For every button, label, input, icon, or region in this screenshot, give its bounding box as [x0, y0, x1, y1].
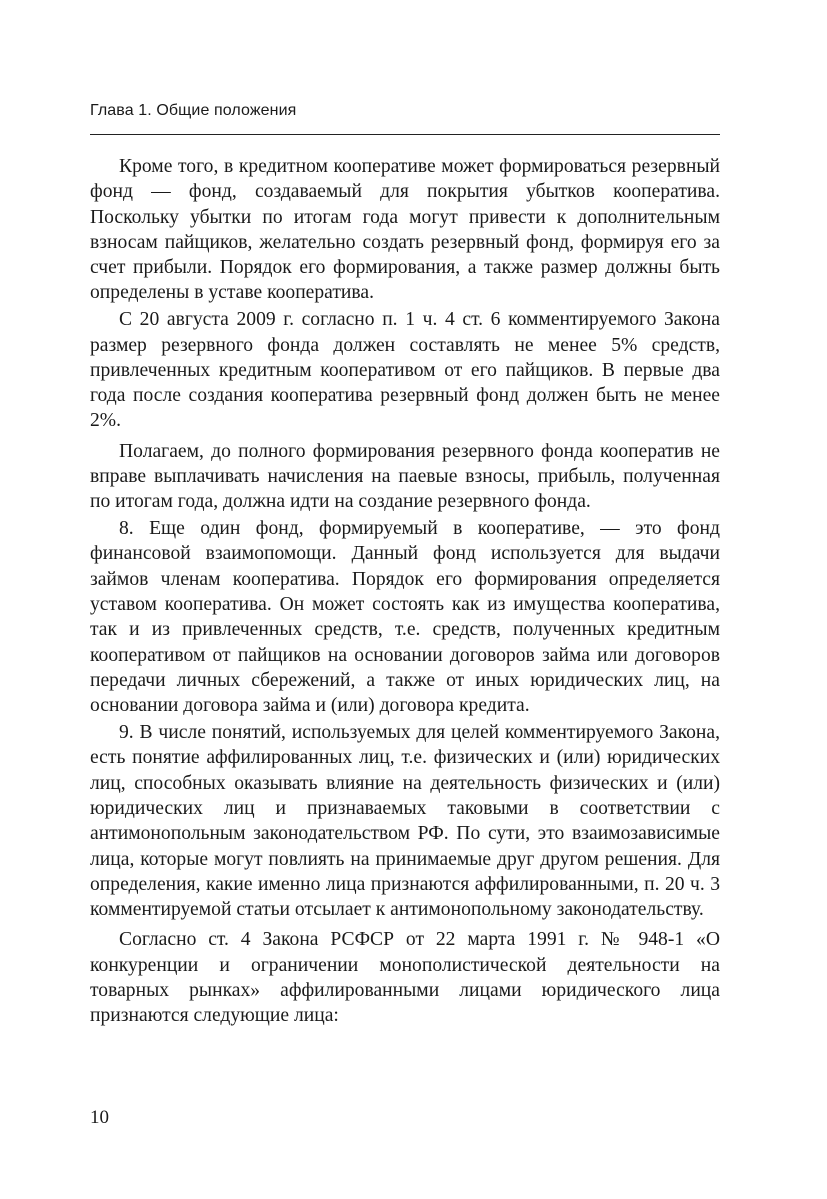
body-text [90, 154, 720, 1030]
paragraph-reserve-fund: Кроме того, в кредитном кооперативе может формироваться резервный фонд — фонд, создаваемый для покрытия убытков кооператива. Поскольку убытки по итогам года могут привести к дополнительным взносам пайщиков, желательно создать резервный фонд, формируя его за счет прибыли. Порядок его формирования, а также размер должны быть определены в уставе кооператива. [90, 156, 720, 304]
paragraph-mutual-aid-fund: 8. Еще один фонд, формируемый в кооперативе, — это фонд финансовой взаимопомощи. Данный фонд используется для выдачи займов членам кооператива. Порядок его формирования определяется уставом кооператива. Он может состоять как из имущества кооператива, так и из привлеченных средств, т.е. средств, полученных кредитным кооперативом от пайщиков на основании договоров займа или договоров передачи личных сбережений, а также от иных юридических лиц, на основании договора займа и (или) договора кредита. [90, 518, 720, 717]
paragraph-reserve-fund-formation: Полагаем, до полного формирования резервного фонда кооператив не вправе выплачивать начисления на паевые взносы, прибыль, полученная по итогам года, должна идти на создание резервного фонда. [90, 440, 720, 513]
running-header-chapter-title: Глава 1. Общие положения [90, 102, 297, 119]
page-number: 10 [90, 1107, 109, 1128]
paragraph-reserve-fund-size: С 20 августа 2009 г. согласно п. 1 ч. 4 ст. 6 комментируемого Закона размер резервного фонда должен составлять не менее 5% средств, привлеченных кредитным кооперативом от его пайщиков. В первые два года после создания кооператива резервный фонд должен быть не менее 2%. [90, 309, 720, 432]
header-divider [90, 134, 720, 135]
paragraph-affiliated-persons: 9. В числе понятий, используемых для целей комментируемого Закона, есть понятие аффилированных лиц, т.е. физических и (или) юридических лиц, способных оказывать влияние на деятельность физических и (или) юридических лиц и признаваемых таковыми в соответствии с антимонопольным законодательством РФ. По сути, это взаимозависимые лица, которые могут повлиять на принимаемые друг другом решения. Для определения, какие именно лица признаются аффилированными, п. 20 ч. 3 комментируемой статьи отсылает к антимонопольному законодательству. [90, 722, 720, 921]
paragraph-competition-law: Согласно ст. 4 Закона РСФСР от 22 марта 1991 г. № 948-1 «О конкуренции и ограничении монополистической деятельности на товарных рынках» аффилированными лицами юридического лица признаются следующие лица: [90, 929, 720, 1027]
